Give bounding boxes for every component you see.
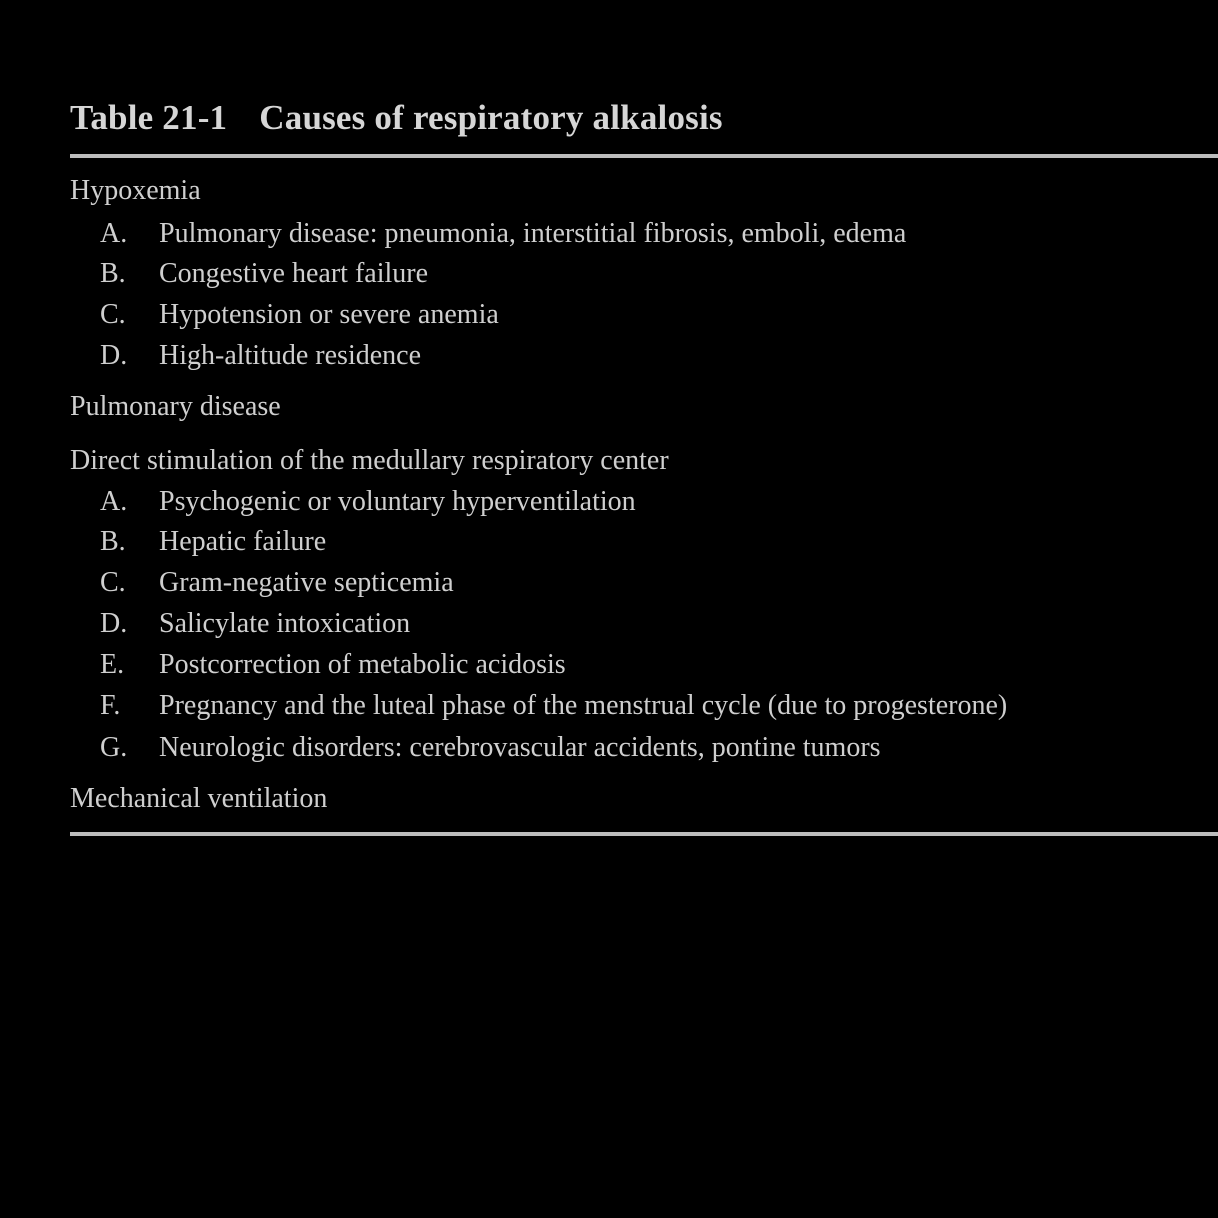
item-letter: G. bbox=[100, 732, 128, 763]
list-item bbox=[100, 217, 906, 251]
item-text: Gram-negative septicemia bbox=[159, 567, 454, 598]
table-caption: Causes of respiratory alkalosis bbox=[259, 98, 723, 137]
list-item bbox=[100, 648, 566, 682]
list-item bbox=[100, 689, 1007, 723]
item-letter: B. bbox=[100, 526, 126, 557]
list-item bbox=[100, 298, 499, 332]
item-letter: C. bbox=[100, 299, 126, 330]
item-text: Hepatic failure bbox=[159, 526, 327, 557]
item-text: High-altitude residence bbox=[159, 340, 422, 371]
item-text: Pulmonary disease: pneumonia, interstitial fibrosis, emboli, edema bbox=[159, 218, 907, 249]
list-item bbox=[100, 339, 421, 373]
bottom-rule bbox=[70, 832, 1218, 836]
section-heading-pulmonary-disease: Pulmonary disease bbox=[70, 391, 281, 422]
item-text: Neurologic disorders: cerebrovascular accidents, pontine tumors bbox=[159, 732, 881, 763]
list-item bbox=[100, 607, 410, 641]
section-heading-mechanical-ventilation: Mechanical ventilation bbox=[70, 783, 328, 814]
list-item bbox=[100, 257, 428, 291]
item-letter: B. bbox=[100, 258, 126, 289]
item-text: Pregnancy and the luteal phase of the menstrual cycle (due to progesterone) bbox=[159, 690, 1008, 721]
section-heading-direct-stimulation: Direct stimulation of the medullary respiratory center bbox=[70, 445, 669, 476]
item-letter: A. bbox=[100, 218, 128, 249]
table-title bbox=[70, 97, 723, 139]
list-item bbox=[100, 485, 636, 519]
item-letter: D. bbox=[100, 340, 128, 371]
item-text: Hypotension or severe anemia bbox=[159, 299, 499, 330]
item-text: Congestive heart failure bbox=[159, 258, 429, 289]
item-text: Salicylate intoxication bbox=[159, 608, 411, 639]
list-item bbox=[100, 731, 881, 765]
item-text: Postcorrection of metabolic acidosis bbox=[159, 649, 566, 680]
section-heading-hypoxemia: Hypoxemia bbox=[70, 175, 201, 206]
list-item bbox=[100, 525, 326, 559]
item-letter: A. bbox=[100, 486, 128, 517]
item-letter: C. bbox=[100, 567, 126, 598]
item-letter: E. bbox=[100, 649, 125, 680]
list-item bbox=[100, 566, 454, 600]
top-rule bbox=[70, 154, 1218, 158]
item-letter: F. bbox=[100, 690, 121, 721]
item-letter: D. bbox=[100, 608, 128, 639]
table-number: Table 21-1 bbox=[70, 98, 228, 137]
item-text: Psychogenic or voluntary hyperventilation bbox=[159, 486, 636, 517]
